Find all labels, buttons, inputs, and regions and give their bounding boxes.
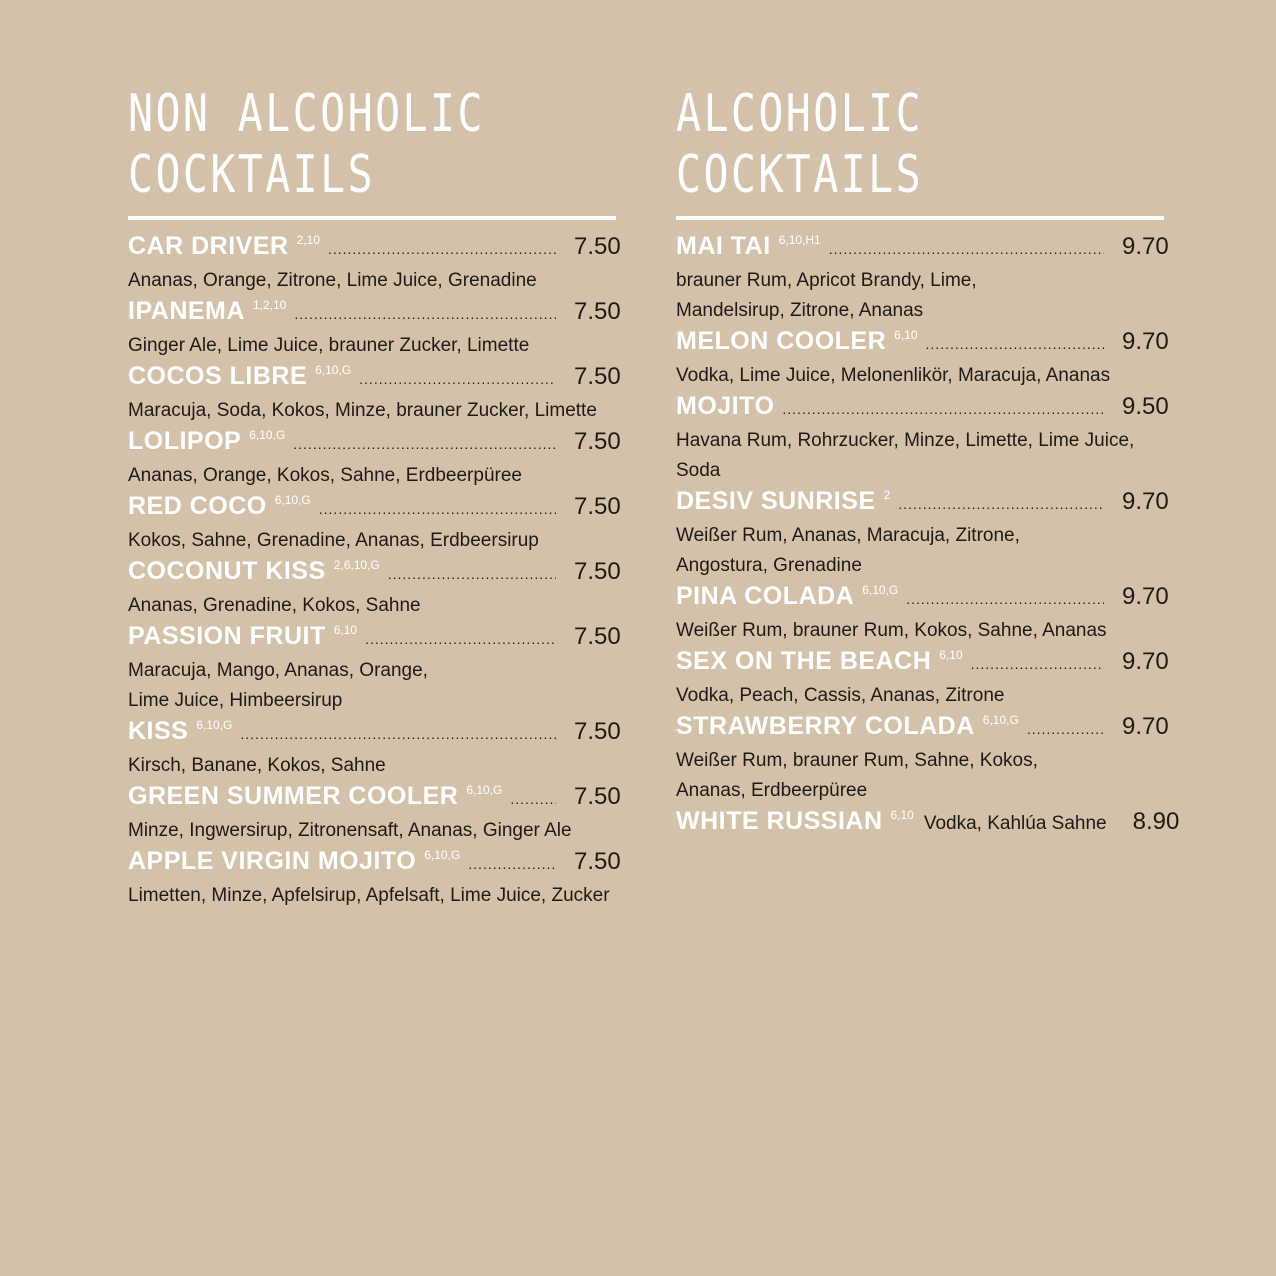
item-description: Minze, Ingwersirup, Zitronensaft, Ananas, Ginger Ale bbox=[128, 820, 572, 841]
menu-item bbox=[676, 232, 1168, 326]
non-alcoholic-section bbox=[128, 84, 620, 912]
item-description: Ananas, Orange, Kokos, Sahne, Erdbeerpüree bbox=[128, 465, 522, 486]
dot-leader bbox=[829, 241, 1104, 257]
item-allergens: 6,10,H1 bbox=[778, 233, 821, 247]
menu-item bbox=[676, 327, 1168, 391]
item-price: 9.70 bbox=[1122, 328, 1169, 355]
title-line-1: ALCOHOLIC bbox=[676, 84, 924, 144]
item-price: 9.70 bbox=[1122, 233, 1169, 260]
menu-item bbox=[676, 582, 1168, 646]
alcoholic-list bbox=[676, 232, 1180, 841]
item-allergens: 6,10,G bbox=[466, 783, 503, 797]
menu-item-header bbox=[676, 487, 1168, 521]
item-description: Ginger Ale, Lime Juice, brauner Zucker, Limette bbox=[128, 335, 530, 356]
item-description: Ananas, Orange, Zitrone, Lime Juice, Grenadine bbox=[128, 270, 537, 291]
item-allergens: 2,6,10,G bbox=[333, 558, 380, 572]
menu-item-header bbox=[676, 647, 1168, 681]
item-description: Maracuja, Soda, Kokos, Minze, brauner Zucker, Limette bbox=[128, 400, 597, 421]
non-alcoholic-list bbox=[128, 232, 620, 911]
item-allergens: 2 bbox=[883, 488, 891, 502]
item-price: 7.50 bbox=[574, 298, 621, 325]
item-allergens: 6,10,G bbox=[982, 713, 1019, 727]
dot-leader bbox=[1027, 721, 1104, 737]
menu-item bbox=[128, 297, 620, 361]
menu-item-header bbox=[128, 557, 620, 591]
item-allergens: 2,10 bbox=[296, 233, 320, 247]
menu-item-header bbox=[676, 712, 1168, 746]
item-price: 9.70 bbox=[1122, 583, 1169, 610]
item-description: Weißer Rum, Ananas, Maracuja, Zitrone, Angostura, Grenadine bbox=[676, 525, 1020, 576]
item-price: 7.50 bbox=[574, 363, 621, 390]
item-name: IPANEMA bbox=[128, 297, 245, 325]
item-name: APPLE VIRGIN MOJITO bbox=[128, 847, 417, 875]
item-description: Havana Rum, Rohrzucker, Minze, Limette, Lime Juice, Soda bbox=[676, 430, 1135, 481]
menu-item-header bbox=[128, 782, 620, 816]
menu-item bbox=[676, 807, 1180, 841]
menu-item-header bbox=[676, 327, 1168, 361]
title-line-1: NON ALCOHOLIC bbox=[128, 84, 485, 144]
item-description: brauner Rum, Apricot Brandy, Lime, Mandelsirup, Zitrone, Ananas bbox=[676, 270, 977, 321]
item-allergens: 6,10 bbox=[894, 328, 918, 342]
menu-item bbox=[676, 712, 1168, 806]
item-price: 7.50 bbox=[574, 493, 621, 520]
dot-leader bbox=[926, 336, 1104, 352]
menu-item-header bbox=[676, 807, 1180, 841]
item-description: Limetten, Minze, Apfelsirup, Apfelsaft, Lime Juice, Zucker bbox=[128, 885, 610, 906]
menu-item bbox=[676, 392, 1168, 486]
item-allergens: 6,10,G bbox=[249, 428, 286, 442]
item-description: Kokos, Sahne, Grenadine, Ananas, Erdbeersirup bbox=[128, 530, 539, 551]
item-allergens: 1,2,10 bbox=[252, 298, 287, 312]
menu-item-header bbox=[676, 392, 1168, 426]
item-name: MELON COOLER bbox=[676, 327, 887, 355]
menu-item bbox=[676, 647, 1168, 711]
menu-item-header bbox=[676, 232, 1168, 266]
dot-leader bbox=[328, 241, 556, 257]
item-allergens: 6,10 bbox=[939, 648, 963, 662]
item-price: 7.50 bbox=[574, 718, 621, 745]
item-description: Maracuja, Mango, Ananas, Orange, Lime Juice, Himbeersirup bbox=[128, 660, 428, 711]
item-name: KISS bbox=[128, 717, 189, 745]
menu-item-header bbox=[128, 362, 620, 396]
item-description: Vodka, Peach, Cassis, Ananas, Zitrone bbox=[676, 685, 1005, 706]
title-line-2: COCKTAILS bbox=[128, 145, 376, 205]
menu-item bbox=[128, 492, 620, 556]
item-allergens: 6,10,G bbox=[196, 718, 233, 732]
item-allergens: 6,10 bbox=[333, 623, 358, 637]
menu-item bbox=[128, 427, 620, 491]
item-name: MAI TAI bbox=[676, 232, 771, 260]
item-name: COCOS LIBRE bbox=[128, 362, 308, 390]
dot-leader bbox=[971, 656, 1104, 672]
item-name: WHITE RUSSIAN bbox=[676, 807, 883, 835]
item-name: PASSION FRUIT bbox=[128, 622, 326, 650]
item-name: RED COCO bbox=[128, 492, 267, 520]
menu-item bbox=[128, 622, 620, 716]
item-price: 7.50 bbox=[574, 783, 621, 810]
item-description: Weißer Rum, brauner Rum, Sahne, Kokos, Ananas, Erdbeerpüree bbox=[676, 750, 1038, 801]
item-name: COCONUT KISS bbox=[128, 557, 326, 585]
menu-item-header bbox=[128, 232, 620, 266]
item-price: 9.70 bbox=[1122, 648, 1169, 675]
item-name: PINA COLADA bbox=[676, 582, 855, 610]
item-price: 7.50 bbox=[574, 233, 621, 260]
item-price: 9.50 bbox=[1122, 393, 1169, 420]
item-description: Ananas, Grenadine, Kokos, Sahne bbox=[128, 595, 421, 616]
menu-item bbox=[128, 232, 620, 296]
non-alcoholic-title bbox=[128, 84, 522, 206]
item-price: 7.50 bbox=[574, 623, 621, 650]
menu-item-header bbox=[128, 297, 620, 331]
alcoholic-title bbox=[676, 84, 1070, 206]
item-inline-description: Vodka, Kahlúa Sahne bbox=[923, 813, 1107, 834]
dot-leader bbox=[294, 306, 556, 322]
menu-item bbox=[128, 557, 620, 621]
menu-item-header bbox=[128, 847, 620, 881]
item-description: Kirsch, Banane, Kokos, Sahne bbox=[128, 755, 386, 776]
item-allergens: 6,10,G bbox=[274, 493, 311, 507]
dot-leader bbox=[782, 401, 1104, 417]
menu-item-header bbox=[128, 717, 620, 751]
section-divider bbox=[128, 216, 616, 220]
item-name: LOLIPOP bbox=[128, 427, 242, 455]
item-name: MOJITO bbox=[676, 392, 775, 420]
item-allergens: 6,10,G bbox=[424, 848, 461, 862]
title-line-2: COCKTAILS bbox=[676, 145, 924, 205]
item-description: Weißer Rum, brauner Rum, Kokos, Sahne, Ananas bbox=[676, 620, 1107, 641]
item-price: 9.70 bbox=[1122, 713, 1169, 740]
section-divider bbox=[676, 216, 1164, 220]
alcoholic-section bbox=[676, 84, 1180, 841]
menu-item bbox=[128, 847, 620, 911]
dot-leader bbox=[240, 726, 556, 742]
menu-item-header bbox=[128, 427, 620, 461]
item-name: CAR DRIVER bbox=[128, 232, 289, 260]
item-price: 8.90 bbox=[1132, 808, 1180, 835]
item-price: 7.50 bbox=[574, 848, 621, 875]
menu-item-header bbox=[128, 492, 620, 526]
item-allergens: 6,10 bbox=[890, 808, 914, 822]
item-name: STRAWBERRY COLADA bbox=[676, 712, 975, 740]
dot-leader bbox=[359, 371, 556, 387]
item-name: GREEN SUMMER COOLER bbox=[128, 782, 459, 810]
item-price: 7.50 bbox=[574, 428, 621, 455]
dot-leader bbox=[365, 631, 556, 647]
menu-item bbox=[128, 717, 620, 781]
menu-item-header bbox=[676, 582, 1168, 616]
dot-leader bbox=[510, 791, 556, 807]
item-price: 9.70 bbox=[1122, 488, 1169, 515]
menu-item bbox=[676, 487, 1168, 581]
dot-leader bbox=[898, 496, 1104, 512]
menu-item bbox=[128, 362, 620, 426]
item-price: 7.50 bbox=[574, 558, 621, 585]
item-description: Vodka, Lime Juice, Melonenlikör, Maracuja, Ananas bbox=[676, 365, 1111, 386]
item-name: SEX ON THE BEACH bbox=[676, 647, 932, 675]
item-name: DESIV SUNRISE bbox=[676, 487, 876, 515]
dot-leader bbox=[388, 566, 556, 582]
dot-leader bbox=[906, 591, 1104, 607]
dot-leader bbox=[293, 436, 556, 452]
menu-item bbox=[128, 782, 620, 846]
dot-leader bbox=[468, 856, 556, 872]
menu-item-header bbox=[128, 622, 620, 656]
item-allergens: 6,10,G bbox=[862, 583, 899, 597]
dot-leader bbox=[319, 501, 556, 517]
item-allergens: 6,10,G bbox=[315, 363, 352, 377]
